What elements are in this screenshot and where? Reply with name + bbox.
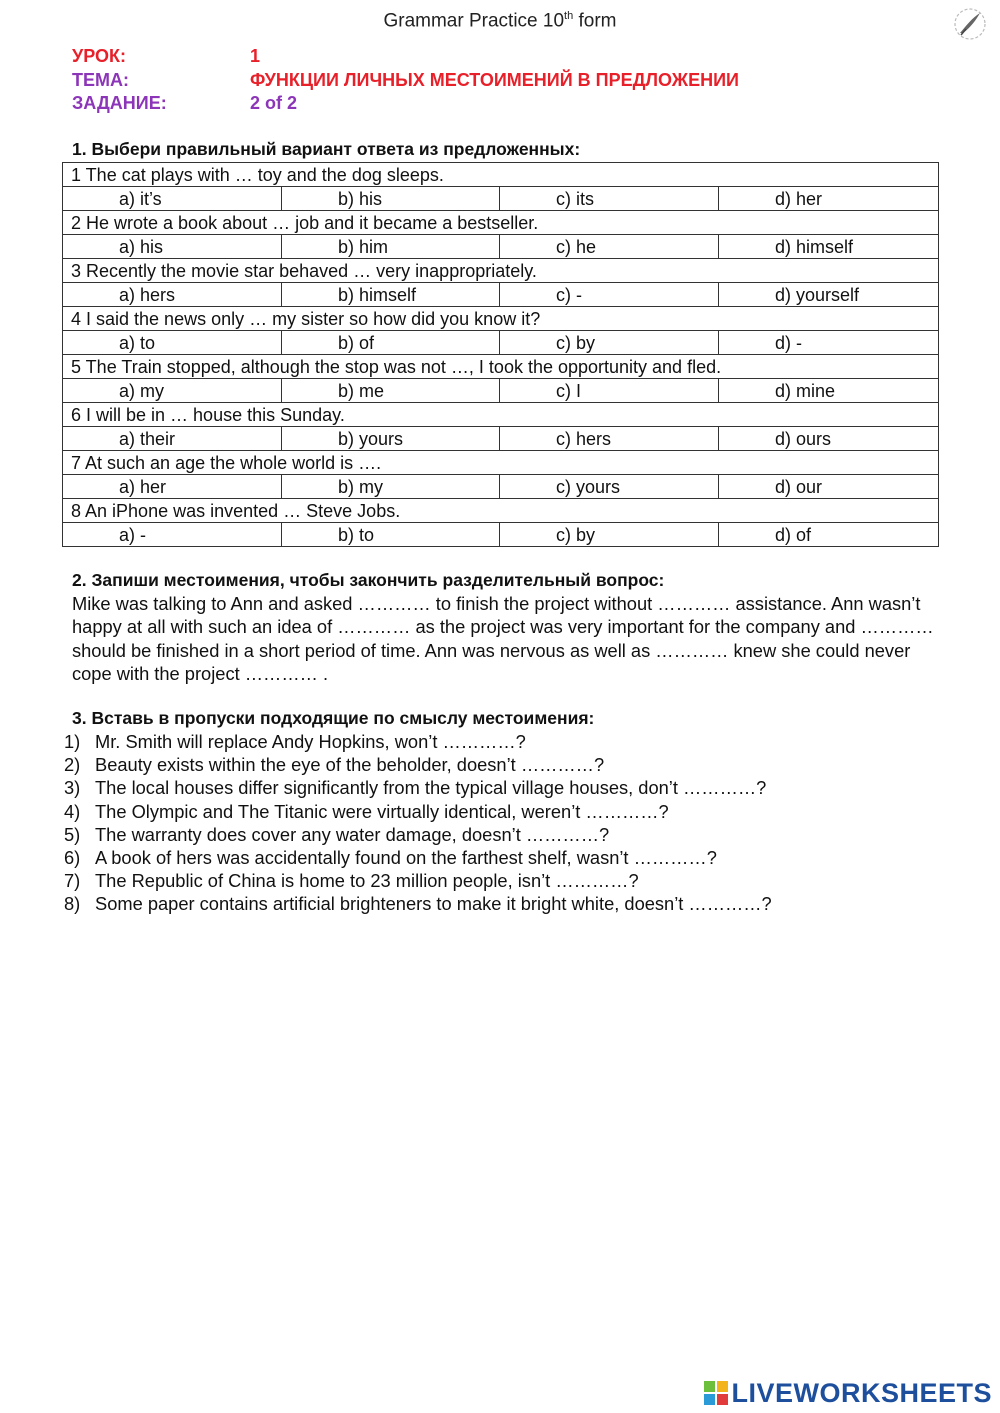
question-text: 6 I will be in … house this Sunday. [63, 403, 939, 427]
question-text: 1 The cat plays with … toy and the dog sleeps. [63, 163, 939, 187]
list-item [64, 730, 772, 753]
item-text[interactable]: The Olympic and The Titanic were virtually identical, weren’t …………? [95, 800, 669, 822]
answer-option[interactable]: c) - [500, 283, 719, 307]
section2-title: 2. Запиши местоимения, чтобы закончить разделительный вопрос: [72, 570, 665, 590]
answer-option[interactable]: a) my [63, 379, 282, 403]
answer-option[interactable]: c) I [500, 379, 719, 403]
answer-option[interactable]: b) his [282, 187, 500, 211]
liveworksheets-brand[interactable] [703, 1376, 992, 1410]
answer-option[interactable]: b) to [282, 523, 500, 547]
topic-value: ФУНКЦИИ ЛИЧНЫХ МЕСТОИМЕНИЙ В ПРЕДЛОЖЕНИИ [250, 69, 739, 90]
list-item [64, 846, 772, 869]
list-item [64, 892, 772, 915]
answer-option[interactable]: d) mine [719, 379, 939, 403]
answer-option[interactable]: b) yours [282, 427, 500, 451]
section1-title: 1. Выбери правильный вариант ответа из предложенных: [72, 139, 581, 159]
item-number: 1) [64, 731, 81, 752]
options-row [63, 427, 939, 451]
question-row [63, 451, 939, 475]
title-suffix: form [573, 10, 617, 32]
answer-option[interactable]: d) ours [719, 427, 939, 451]
question-row [63, 403, 939, 427]
section2-paragraph[interactable]: Mike was talking to Ann and asked ………… to finish the project without ………… assistance. Ann wasn’t happy at all with such an idea of ………… as the project was very important for the company and ………… should be finished in a short period of time. Ann was nervous as well as ………… knew she could never cope with the project ………… . [72, 593, 934, 684]
answer-option[interactable]: c) he [500, 235, 719, 259]
lesson-meta [72, 45, 739, 116]
task-row [72, 92, 739, 116]
task-value: 2 of 2 [250, 93, 298, 113]
liveworksheets-logo-icon [703, 1380, 729, 1406]
options-row [63, 523, 939, 547]
answer-option[interactable]: a) her [63, 475, 282, 499]
item-text[interactable]: A book of hers was accidentally found on the farthest shelf, wasn’t …………? [95, 846, 717, 868]
options-row [63, 187, 939, 211]
question-row [63, 211, 939, 235]
options-row [63, 283, 939, 307]
question-text: 8 An iPhone was invented … Steve Jobs. [63, 499, 939, 523]
options-row [63, 331, 939, 355]
item-text[interactable]: The warranty does cover any water damage, doesn’t …………? [95, 823, 610, 845]
item-text[interactable]: The Republic of China is home to 23 million people, isn’t …………? [95, 870, 639, 892]
list-item [64, 753, 772, 776]
title-prefix: Grammar Practice 10 [383, 10, 565, 32]
item-text[interactable]: Beauty exists within the eye of the beholder, doesn’t …………? [95, 754, 605, 776]
list-item [64, 823, 772, 846]
answer-option[interactable]: b) my [282, 475, 500, 499]
lesson-label: УРОК: [72, 46, 126, 66]
page-title [0, 10, 1000, 32]
answer-option[interactable]: a) hers [63, 283, 282, 307]
answer-option[interactable]: b) of [282, 331, 500, 355]
item-number: 6) [64, 846, 81, 868]
answer-option[interactable]: c) by [500, 331, 719, 355]
answer-option[interactable]: d) - [719, 331, 939, 355]
question-row [63, 259, 939, 283]
question-text: 4 I said the news only … my sister so how did you know it? [63, 307, 939, 331]
section3-title: 3. Вставь в пропуски подходящие по смыслу местоимения: [72, 708, 595, 728]
title-superscript: th [564, 10, 574, 22]
lesson-value: 1 [250, 46, 261, 66]
item-number: 8) [64, 893, 81, 915]
topic-label: ТЕМА: [72, 69, 129, 90]
list-item [64, 800, 772, 823]
item-text[interactable]: Some paper contains artificial brighteners to make it bright white, doesn’t …………? [95, 893, 772, 915]
task-label: ЗАДАНИЕ: [72, 93, 167, 113]
topic-row [72, 69, 739, 93]
answer-option[interactable]: d) yourself [719, 283, 939, 307]
answer-option[interactable]: c) yours [500, 475, 719, 499]
multiple-choice-table [62, 162, 939, 547]
question-text: 2 He wrote a book about … job and it became a bestseller. [63, 211, 939, 235]
options-row [63, 379, 939, 403]
item-text[interactable]: The local houses differ significantly from the typical village houses, don’t …………? [95, 777, 767, 799]
question-row [63, 307, 939, 331]
answer-option[interactable]: d) our [719, 475, 939, 499]
item-number: 4) [64, 800, 81, 822]
question-text: 3 Recently the movie star behaved … very inappropriately. [63, 259, 939, 283]
answer-option[interactable]: d) of [719, 523, 939, 547]
answer-option[interactable]: a) his [63, 235, 282, 259]
feather-logo-icon [952, 6, 988, 42]
answer-option[interactable]: d) himself [719, 235, 939, 259]
item-number: 3) [64, 777, 81, 799]
answer-option[interactable]: b) himself [282, 283, 500, 307]
answer-option[interactable]: a) their [63, 427, 282, 451]
answer-option[interactable]: a) to [63, 331, 282, 355]
item-number: 5) [64, 823, 81, 845]
question-text: 5 The Train stopped, although the stop was not …, I took the opportunity and fled. [63, 355, 939, 379]
question-row [63, 499, 939, 523]
question-text: 7 At such an age the whole world is …. [63, 451, 939, 475]
item-text[interactable]: Mr. Smith will replace Andy Hopkins, won’t …………? [95, 731, 526, 752]
item-number: 7) [64, 870, 81, 892]
list-item [64, 776, 772, 799]
list-item [64, 869, 772, 892]
options-row [63, 235, 939, 259]
answer-option[interactable]: c) by [500, 523, 719, 547]
answer-option[interactable]: a) it’s [63, 187, 282, 211]
answer-option[interactable]: c) hers [500, 427, 719, 451]
item-number: 2) [64, 754, 81, 776]
answer-option[interactable]: c) its [500, 187, 719, 211]
options-row [63, 475, 939, 499]
answer-option[interactable]: b) me [282, 379, 500, 403]
tag-question-list [64, 730, 772, 916]
question-row [63, 163, 939, 187]
answer-option[interactable]: b) him [282, 235, 500, 259]
answer-option[interactable]: d) her [719, 187, 939, 211]
answer-option[interactable]: a) - [63, 523, 282, 547]
brand-text: LIVEWORKSHEETS [731, 1377, 992, 1408]
question-row [63, 355, 939, 379]
lesson-row [72, 45, 739, 69]
